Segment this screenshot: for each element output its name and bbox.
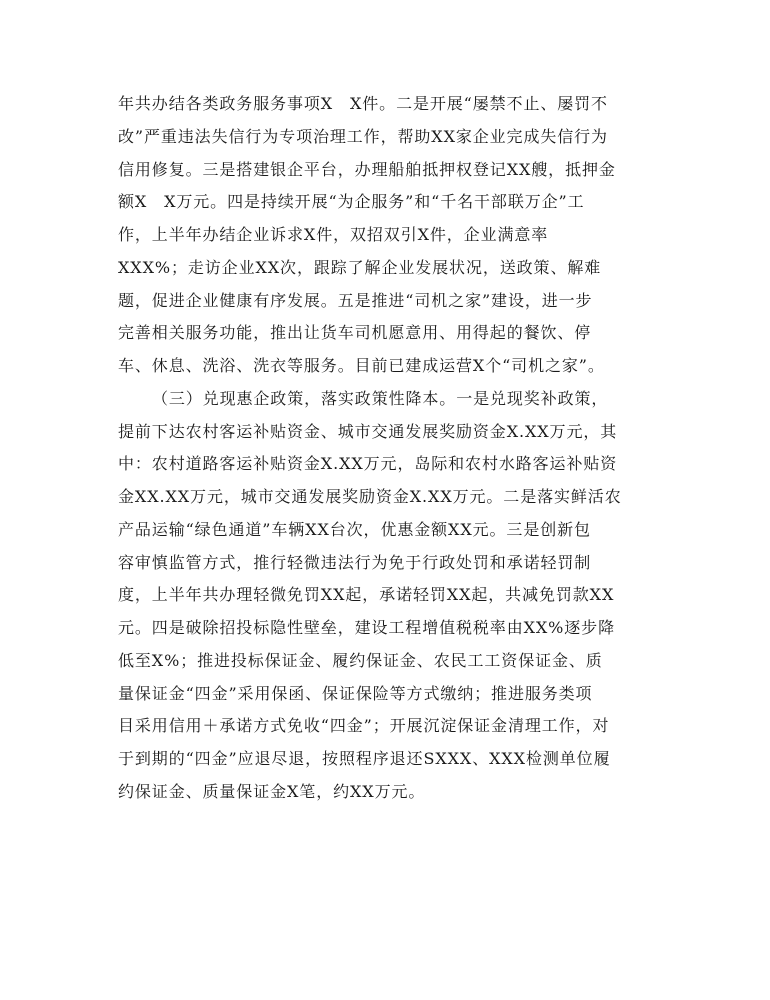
text-line: 年共办结各类政务服务事项X X件。二是开展“屡禁不止、屡罚不 [118,94,608,113]
text-line: 完善相关服务功能，推出让货车司机愿意用、用得起的餐饮、停 [118,323,592,343]
text-line: 目采用信用＋承诺方式免收“四金”；开展沉淀保证金清理工作，对 [118,716,610,736]
text-line: 量保证金“四金”采用保函、保证保险等方式缴纳；推进服务类项 [118,683,593,703]
text-line: 作，上半年办结企业诉求X件，双招双引X件，企业满意率 [118,225,549,244]
text-line: 产品运输“绿色通道”车辆XX台次，优惠金额XX元。三是创新包 [118,519,591,539]
section-heading-line: （三）兑现惠企政策，落实政策性降本。一是兑现奖补政策， [152,388,609,408]
text-line: 容审慎监管方式，推行轻微违法行为免于行政处罚和承诺轻罚制 [118,552,592,572]
text-line: 额X X万元。四是持续开展“为企服务”和“千名干部联万企”工 [118,192,585,212]
text-line: 金XX.XX万元，城市交通发展奖励资金X.XX万元。二是落实鲜活农 [118,487,622,506]
text-line: 中：农村道路客运补贴资金X.XX万元，岛际和农村水路客运补贴资 [118,454,618,474]
text-line: 改”严重违法失信行为专项治理工作，帮助XX家企业完成失信行为 [118,126,608,146]
text-line: 车、休息、洗浴、洗衣等服务。目前已建成运营X个“司机之家”。 [118,356,605,375]
text-line: 约保证金、质量保证金X笔，约XX万元。 [118,781,426,801]
text-line: 信用修复。三是搭建银企平台，办理船舶抵押权登记XX艘，抵押金 [118,159,616,179]
text-line: 于到期的“四金”应退尽退，按照程序退还SXXX、XXX检测单位履 [118,749,611,768]
text-line: 题，促进企业健康有序发展。五是推进“司机之家”建设，进一步 [118,290,593,310]
text-line: 低至X%；推进投标保证金、履约保证金、农民工工资保证金、质 [118,650,603,670]
text-line: 元。四是破除招投标隐性壁垒，建设工程增值税税率由XX%逐步降 [118,618,615,637]
text-line: 度，上半年共办理轻微免罚XX起，承诺轻罚XX起，共减免罚款XX [118,585,615,605]
text-line: XXX%；走访企业XX次，跟踪了解企业发展状况，送政策、解难 [118,257,602,277]
document-body [118,88,678,809]
text-line: 提前下达农村客运补贴资金、城市交通发展奖励资金X.XX万元，其 [118,421,618,441]
